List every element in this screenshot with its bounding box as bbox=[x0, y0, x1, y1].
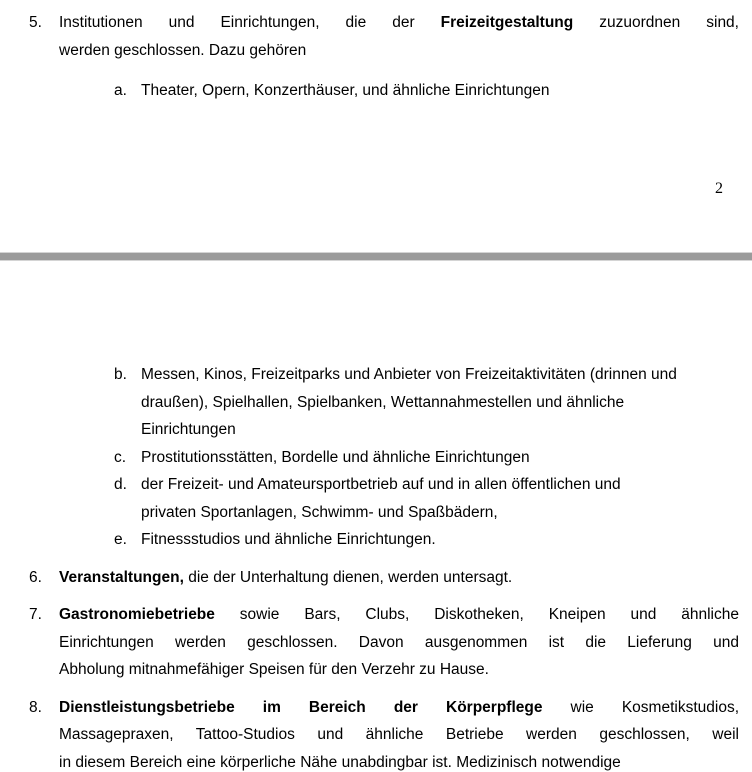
page-separator bbox=[0, 252, 752, 261]
text-line bbox=[59, 629, 739, 657]
item-text bbox=[59, 601, 739, 684]
text-line bbox=[141, 499, 740, 527]
text-line bbox=[59, 9, 739, 37]
text-line bbox=[141, 77, 740, 105]
body-text: sowie Bars, Clubs, Diskotheken, Kneipen und ähnliche bbox=[214, 606, 739, 623]
list-item-a bbox=[0, 77, 752, 105]
body-text: Massagepraxen, Tattoo-Studios und ähnliche Betriebe werden geschlossen, weil bbox=[59, 726, 739, 743]
body-text: zuzuordnen sind, bbox=[573, 14, 739, 31]
list-item-e bbox=[0, 526, 752, 554]
item-marker: 6. bbox=[29, 568, 42, 586]
list-item-b bbox=[0, 361, 752, 444]
text-line bbox=[141, 389, 740, 417]
text-line bbox=[59, 656, 739, 684]
item-text bbox=[141, 361, 740, 444]
body-text: Einrichtungen werden geschlossen. Davon ausgenommen ist die Lieferung und bbox=[59, 633, 739, 651]
bold-text: Veranstaltungen, bbox=[59, 568, 184, 586]
text-line bbox=[141, 471, 740, 499]
text-line bbox=[59, 749, 739, 772]
item-text bbox=[59, 694, 739, 772]
list-item-8 bbox=[0, 694, 752, 772]
text-line bbox=[59, 37, 739, 65]
body-text: Messen, Kinos, Freizeitparks und Anbieter von Freizeitaktivitäten (drinnen und bbox=[141, 366, 677, 383]
item-marker: d. bbox=[114, 476, 127, 493]
page-1 bbox=[0, 0, 752, 252]
body-text: Institutionen und Einrichtungen, die der bbox=[59, 14, 441, 31]
body-text: werden geschlossen. Dazu gehören bbox=[59, 41, 307, 59]
body-text: wie Kosmetikstudios, bbox=[542, 698, 739, 716]
item-text bbox=[59, 9, 739, 64]
bold-text: Gastronomiebetriebe bbox=[59, 606, 215, 623]
text-line bbox=[59, 601, 739, 629]
page-number: 2 bbox=[715, 180, 723, 197]
list-item-5 bbox=[0, 9, 752, 64]
text-line bbox=[141, 444, 740, 472]
body-text: Abholung mitnahmefähiger Speisen für den Verzehr zu Hause. bbox=[59, 661, 489, 678]
item-marker: 8. bbox=[29, 698, 42, 716]
item-marker: 7. bbox=[29, 606, 42, 623]
body-text: Fitnessstudios und ähnliche Einrichtungen. bbox=[141, 531, 436, 548]
item-marker: e. bbox=[114, 531, 127, 548]
text-line bbox=[141, 361, 740, 389]
list-item-7 bbox=[0, 601, 752, 684]
page-1-content bbox=[0, 0, 752, 105]
body-text: Einrichtungen bbox=[141, 421, 236, 438]
bold-text: Freizeitgestaltung bbox=[440, 14, 574, 31]
body-text: die der Unterhaltung dienen, werden untersagt. bbox=[183, 568, 513, 586]
item-text bbox=[141, 471, 740, 526]
body-text: der Freizeit- und Amateursportbetrieb auf und in allen öffentlichen und bbox=[141, 476, 621, 493]
body-text: Prostitutionsstätten, Bordelle und ähnliche Einrichtungen bbox=[141, 448, 530, 466]
text-line bbox=[59, 564, 739, 592]
page-2-content bbox=[0, 261, 752, 772]
page-2 bbox=[0, 261, 752, 772]
item-marker: c. bbox=[114, 448, 127, 466]
item-marker: b. bbox=[114, 366, 127, 383]
body-text: privaten Sportanlagen, Schwimm- und Spaßbädern, bbox=[141, 503, 498, 521]
text-line bbox=[141, 526, 740, 554]
list-item-d bbox=[0, 471, 752, 526]
item-text bbox=[141, 526, 740, 554]
list-item-c bbox=[0, 444, 752, 472]
body-text: in diesem Bereich eine körperliche Nähe unabdingbar ist. Medizinisch notwendige bbox=[59, 753, 621, 771]
item-text bbox=[141, 444, 740, 472]
text-line bbox=[59, 694, 739, 722]
text-line bbox=[59, 721, 739, 749]
item-text bbox=[59, 564, 739, 592]
bold-text: Dienstleistungsbetriebe im Bereich der Körperpflege bbox=[59, 698, 543, 716]
item-marker: 5. bbox=[29, 14, 42, 31]
item-marker: a. bbox=[114, 82, 127, 99]
body-text: draußen), Spielhallen, Spielbanken, Wettannahmestellen und ähnliche bbox=[141, 393, 625, 411]
item-text bbox=[141, 77, 740, 105]
body-text: Theater, Opern, Konzerthäuser, und ähnliche Einrichtungen bbox=[141, 82, 550, 99]
list-item-6 bbox=[0, 564, 752, 592]
text-line bbox=[141, 416, 740, 444]
